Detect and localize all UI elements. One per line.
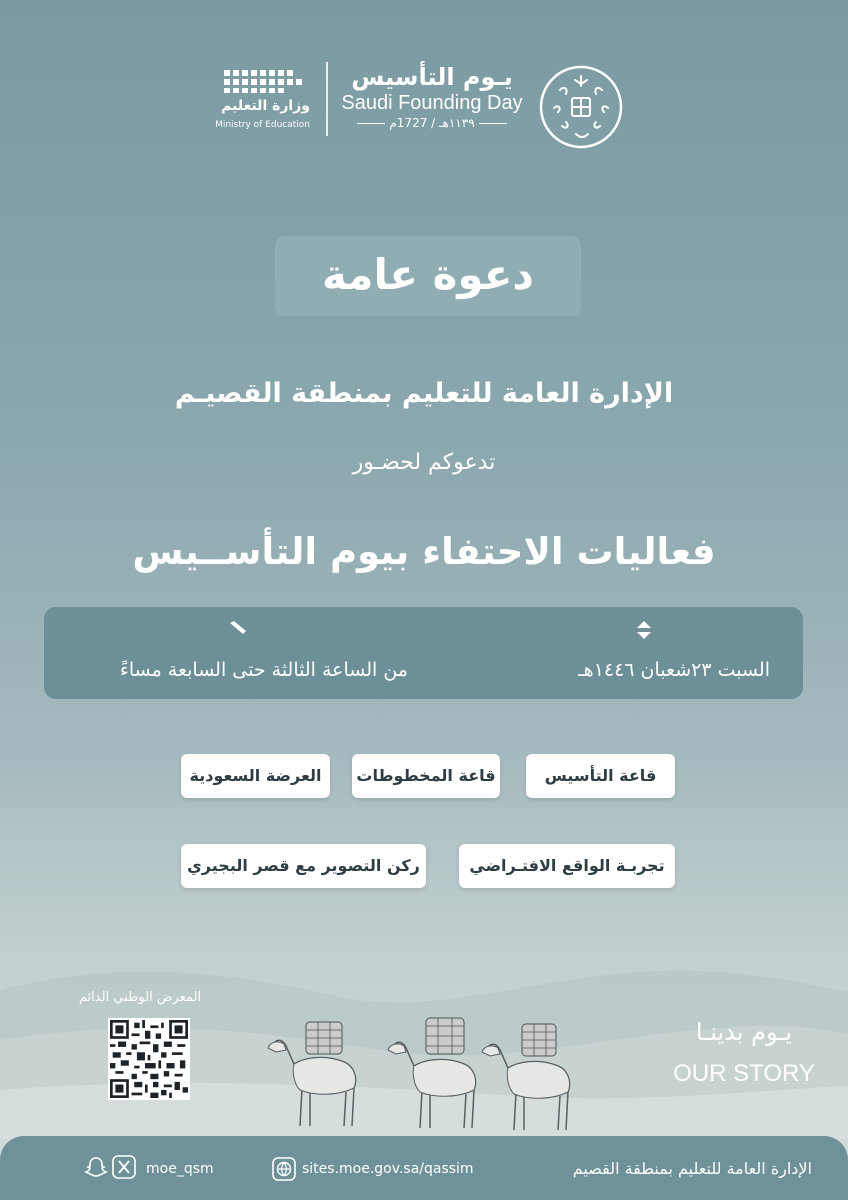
clock-icon: [225, 619, 251, 641]
our-story-ar: يـوم بدينـا: [695, 1018, 793, 1046]
social-handle[interactable]: moe_qsm: [146, 1161, 214, 1177]
globe-icon: [272, 1157, 296, 1181]
activity-vr-experience: تجربـة الواقع الافتـراضي: [459, 844, 675, 888]
founding-day-emblem-icon: [538, 64, 624, 150]
website-link[interactable]: sites.moe.gov.sa/qassim: [302, 1161, 474, 1177]
founding-day-logo: [336, 62, 528, 144]
schedule-bar: [44, 607, 803, 699]
activity-photo-corner: ركن التصوير مع قصر البجيري: [181, 844, 426, 888]
activity-manuscripts-hall: قاعة المخطوطات: [352, 754, 500, 798]
event-time: من الساعة الثالثة حتى السابعة مساءً: [119, 659, 408, 681]
moe-name-ar: وزارة التعليم: [221, 98, 310, 114]
footer-org-name: الإدارة العامة للتعليم بمنطقة القصيم: [572, 1159, 812, 1178]
our-story-en: OUR STORY: [673, 1060, 815, 1087]
activity-saudi-ardah: العرضة السعودية: [181, 754, 330, 798]
event-date: السبت ٢٣شعبان ١٤٤٦هـ: [578, 659, 770, 681]
camel-caravan-illustration: [258, 1008, 598, 1138]
invitation-title: دعوة عامة: [322, 250, 534, 299]
snapchat-icon[interactable]: [84, 1155, 108, 1179]
moe-name-en: Ministry of Education: [215, 120, 310, 130]
activity-founding-hall: قاعة التأسيس: [526, 754, 675, 798]
founding-dates: [336, 114, 528, 132]
moe-dots-icon: [220, 68, 310, 94]
organizer-line: الإدارة العامة للتعليم بمنطقة القصيـم: [174, 378, 674, 409]
title-box: [275, 236, 581, 316]
qr-label: المعرض الوطني الدائم: [78, 990, 202, 1005]
qr-code[interactable]: [108, 1018, 190, 1100]
founding-day-en: Saudi Founding Day: [341, 92, 523, 114]
founding-dates-text: ١١٣٩هـ / 1727م: [389, 116, 475, 130]
moe-logo: [215, 66, 314, 136]
logo-divider: [326, 62, 328, 136]
calendar-icon: [631, 619, 657, 641]
event-name: فعاليات الاحتفاء بيوم التأســيس: [132, 530, 716, 573]
invite-line: تدعوكم لحضـور: [352, 450, 496, 475]
x-icon[interactable]: [112, 1155, 136, 1179]
founding-day-ar: يـوم التأسيس: [351, 63, 513, 91]
